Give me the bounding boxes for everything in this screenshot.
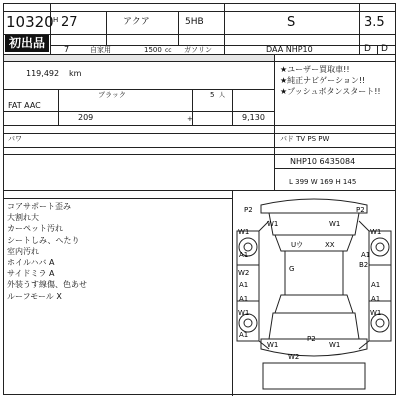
inspection-item: 外装うす線傷、色あせ (7, 280, 87, 290)
car-damage-diagram (233, 191, 395, 395)
year-prefix: H (53, 16, 59, 24)
seats-unit: 人 (219, 92, 226, 99)
inspection-item: カーペット汚れ (7, 224, 63, 234)
auction-sheet (3, 3, 396, 395)
rule (274, 147, 275, 190)
sales-point: ★プッシュボタンスタート!! (280, 87, 381, 97)
seats-value: 5 (210, 91, 215, 99)
rule (106, 11, 107, 45)
color-value: ブラック (98, 91, 126, 99)
inspection-item: コアサポート歪み (7, 202, 71, 211)
inspection-item: シートしみ、へたり (7, 235, 80, 245)
score: S (287, 15, 296, 30)
mark-p2-front-right: P2 (356, 206, 365, 214)
rule (224, 4, 225, 54)
mark-w1: W1 (267, 341, 279, 349)
rule (178, 11, 179, 45)
mark-a1: A1 (239, 281, 249, 289)
inspection-item: 大割れ大 (7, 213, 39, 223)
rule (58, 89, 59, 125)
inspection-list (7, 201, 87, 302)
mark-a1: A1 (371, 295, 381, 303)
inspection-item: ホイルハバ A (7, 258, 55, 268)
rule (4, 89, 274, 90)
mark-xx: XX (325, 241, 335, 249)
mark-p2-rear: P2 (307, 335, 316, 343)
mark-b2: B2 (359, 261, 369, 269)
rule (4, 34, 395, 35)
interior-grade: D (364, 44, 371, 54)
chassis-number: NHP10 6435084 (290, 157, 356, 166)
mark-a1: A1 (371, 281, 381, 289)
rule (4, 61, 395, 62)
lot-number: 10320 (6, 13, 54, 31)
usage: 自家用 (90, 46, 111, 54)
rule (4, 11, 395, 12)
mark-p2-front-left: P2 (244, 206, 253, 214)
load-value: 209 (78, 113, 94, 122)
cc: 1500 (144, 46, 162, 54)
mark-a1: A1 (239, 295, 249, 303)
mark-w1: W1 (238, 309, 250, 317)
rule (4, 111, 274, 112)
mark-a1: A1 (361, 251, 371, 259)
mark-w1: W1 (370, 228, 382, 236)
month: 7 (64, 45, 70, 54)
mark-a1: A1 (239, 251, 249, 259)
rule (4, 133, 395, 134)
mark-w2: W2 (288, 353, 300, 361)
mark-g: G (289, 265, 295, 273)
model-year: 27 (61, 15, 78, 30)
rule (4, 198, 232, 199)
equipment-text: パワ (8, 135, 22, 143)
chassis-code: DAA NHP10 (266, 45, 313, 54)
displacement-value: 3.5 (364, 15, 385, 30)
mark-w1: W1 (370, 309, 382, 317)
mark-a1: A1 (239, 331, 249, 339)
inspection-item: サイドミラ A (7, 269, 55, 279)
equipment-right: パド TV PS PW (280, 135, 330, 143)
mark-w1: W1 (238, 228, 250, 236)
grade: 5HB (185, 17, 204, 27)
rule (274, 54, 275, 147)
inspection-item: ルーフモール X (7, 291, 62, 301)
first-listing-badge: 初出品 (5, 35, 49, 52)
mark-uu: Uウ (291, 241, 304, 249)
mark-w2: W2 (238, 269, 250, 277)
rule (4, 147, 395, 148)
mark-w1: W1 (267, 220, 279, 228)
dimensions: L 399 W 169 H 145 (289, 178, 357, 186)
rule (377, 45, 378, 54)
rule (4, 125, 395, 126)
rule (359, 4, 360, 54)
inspection-item: 室内汚れ (7, 246, 39, 256)
exterior-grade: D (381, 44, 388, 54)
sales-point: ★ユーザー買取車!! (280, 65, 350, 74)
mark-w1: W1 (329, 341, 341, 349)
sales-points (280, 64, 381, 98)
fuel: ガソリン (184, 46, 212, 54)
mileage-unit: km (69, 69, 82, 78)
transmission: FAT AAC (8, 101, 41, 110)
rule (274, 168, 395, 169)
rule (232, 89, 233, 125)
mark-w1: W1 (329, 220, 341, 228)
mileage-value: 119,492 (26, 69, 60, 78)
rule (4, 154, 395, 155)
model-name: アクア (123, 17, 150, 27)
price-value: 9,130 (242, 113, 265, 122)
load-marker: + (187, 115, 193, 123)
cc-unit: cc (165, 47, 172, 54)
sales-point: ★純正ナビゲーション!! (280, 76, 366, 86)
